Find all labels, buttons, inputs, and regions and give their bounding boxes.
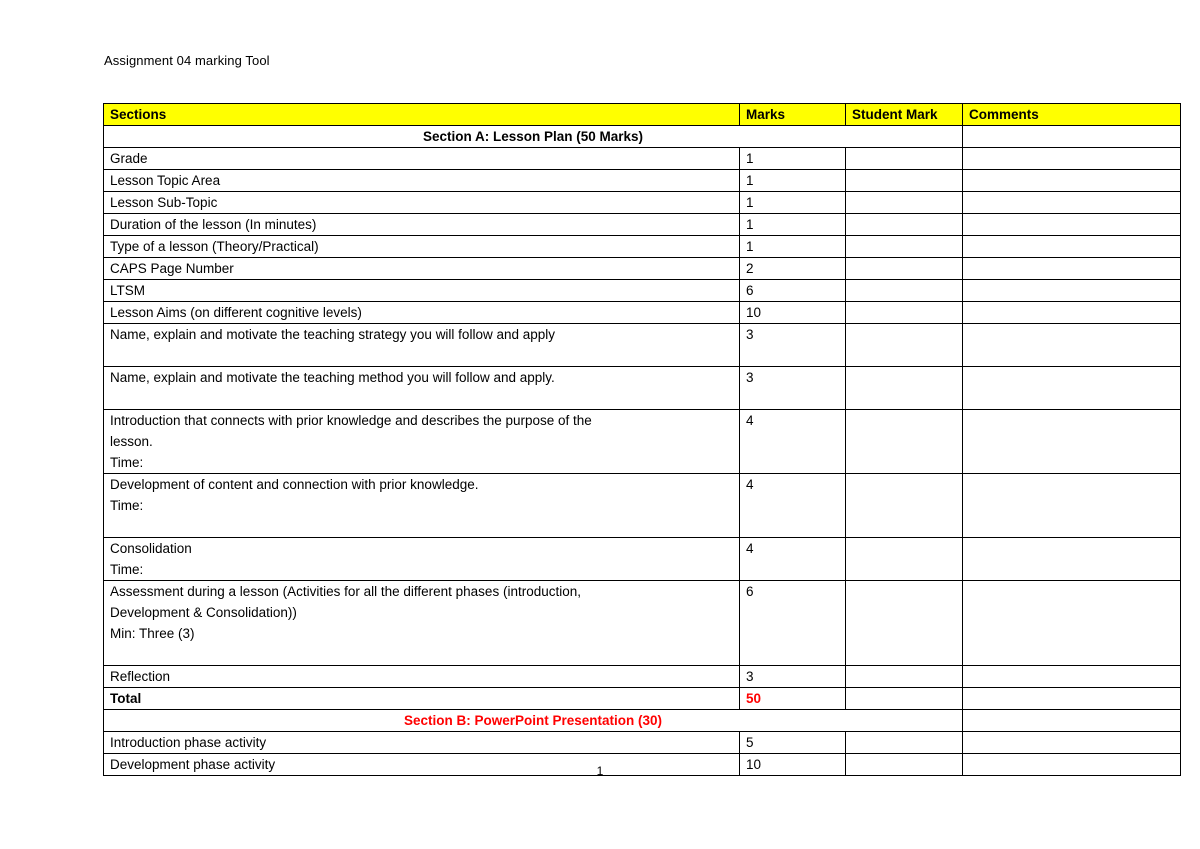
section-item-cell — [104, 214, 740, 236]
total-row — [104, 688, 1181, 710]
comments-cell[interactable] — [963, 538, 1181, 581]
comments-cell — [963, 710, 1181, 732]
section-item-text — [110, 516, 733, 537]
table-row — [104, 236, 1181, 258]
section-item-text: lesson. — [110, 434, 153, 449]
section-item-cell — [104, 581, 740, 666]
comments-cell[interactable] — [963, 474, 1181, 538]
table-row — [104, 170, 1181, 192]
table-row — [104, 192, 1181, 214]
student-mark-cell[interactable] — [846, 302, 963, 324]
section-item-text: Min: Three (3) — [110, 626, 195, 641]
comments-cell[interactable] — [963, 324, 1181, 367]
marks-cell: 3 — [740, 367, 846, 410]
section-a-title: Section A: Lesson Plan (50 Marks) — [104, 126, 963, 148]
student-mark-cell[interactable] — [846, 258, 963, 280]
marks-cell: 4 — [740, 410, 846, 474]
comments-cell[interactable] — [963, 367, 1181, 410]
marks-cell: 5 — [740, 732, 846, 754]
marks-cell: 10 — [740, 754, 846, 776]
section-item-text: Time: — [110, 498, 144, 513]
section-item-cell — [104, 148, 740, 170]
table-header-row — [104, 104, 1181, 126]
comments-cell[interactable] — [963, 280, 1181, 302]
comments-cell[interactable] — [963, 236, 1181, 258]
comments-cell[interactable] — [963, 192, 1181, 214]
section-item-cell — [104, 538, 740, 581]
comments-cell[interactable] — [963, 170, 1181, 192]
student-mark-cell[interactable] — [846, 732, 963, 754]
document-header: Assignment 04 marking Tool — [104, 53, 270, 68]
section-b-title: Section B: PowerPoint Presentation (30) — [104, 710, 963, 732]
table-row — [104, 280, 1181, 302]
marks-cell: 10 — [740, 302, 846, 324]
table-row — [104, 410, 1181, 474]
section-item-text: Introduction phase activity — [110, 735, 267, 750]
student-mark-cell[interactable] — [846, 324, 963, 367]
table-row — [104, 258, 1181, 280]
comments-cell[interactable] — [963, 688, 1181, 710]
section-item-text: Grade — [110, 151, 148, 166]
marks-cell: 1 — [740, 148, 846, 170]
comments-cell[interactable] — [963, 214, 1181, 236]
section-item-cell — [104, 324, 740, 367]
table-row — [104, 324, 1181, 367]
student-mark-cell[interactable] — [846, 280, 963, 302]
marks-cell: 6 — [740, 280, 846, 302]
section-item-cell — [104, 732, 740, 754]
student-mark-cell[interactable] — [846, 148, 963, 170]
section-item-text: Reflection — [110, 669, 171, 684]
student-mark-cell[interactable] — [846, 170, 963, 192]
section-item-text: Introduction that connects with prior knowledge and describes the purpose of the — [110, 413, 592, 428]
header-student-mark: Student Mark — [846, 104, 963, 126]
student-mark-cell[interactable] — [846, 214, 963, 236]
marks-cell: 2 — [740, 258, 846, 280]
section-item-cell — [104, 302, 740, 324]
section-item-text: Assessment during a lesson (Activities for all the different phases (introduction, — [110, 584, 581, 599]
section-item-cell — [104, 258, 740, 280]
comments-cell[interactable] — [963, 148, 1181, 170]
section-item-cell — [104, 474, 740, 538]
section-item-text — [110, 644, 733, 665]
table-row — [104, 732, 1181, 754]
total-marks: 50 — [740, 688, 846, 710]
table-row — [104, 214, 1181, 236]
header-marks: Marks — [740, 104, 846, 126]
marking-table — [103, 103, 1181, 776]
section-item-cell — [104, 367, 740, 410]
marks-cell: 3 — [740, 666, 846, 688]
student-mark-cell[interactable] — [846, 688, 963, 710]
header-sections: Sections — [104, 104, 740, 126]
table-row — [104, 474, 1181, 538]
section-a-row — [104, 126, 1181, 148]
section-item-text: Consolidation — [110, 541, 192, 556]
student-mark-cell[interactable] — [846, 474, 963, 538]
section-item-text: Name, explain and motivate the teaching method you will follow and apply. — [110, 370, 555, 385]
table-row — [104, 538, 1181, 581]
section-item-text: LTSM — [110, 283, 146, 298]
section-b-row — [104, 710, 1181, 732]
comments-cell[interactable] — [963, 410, 1181, 474]
section-item-text: Duration of the lesson (In minutes) — [110, 217, 317, 232]
student-mark-cell[interactable] — [846, 666, 963, 688]
section-item-text — [110, 345, 733, 366]
student-mark-cell[interactable] — [846, 581, 963, 666]
table-row — [104, 581, 1181, 666]
section-item-text: Time: — [110, 455, 144, 470]
section-item-text: Lesson Aims (on different cognitive levels) — [110, 305, 362, 320]
comments-cell — [963, 126, 1181, 148]
section-item-cell — [104, 410, 740, 474]
section-item-text: Development & Consolidation)) — [110, 605, 297, 620]
table-row — [104, 666, 1181, 688]
comments-cell[interactable] — [963, 732, 1181, 754]
total-label: Total — [104, 688, 740, 710]
table-row — [104, 302, 1181, 324]
section-item-cell — [104, 236, 740, 258]
marks-cell: 3 — [740, 324, 846, 367]
section-item-text: Development of content and connection with prior knowledge. — [110, 477, 479, 492]
marks-cell: 1 — [740, 170, 846, 192]
table-row — [104, 148, 1181, 170]
comments-cell[interactable] — [963, 581, 1181, 666]
comments-cell[interactable] — [963, 666, 1181, 688]
section-item-text: Type of a lesson (Theory/Practical) — [110, 239, 319, 254]
page-number: 1 — [596, 764, 604, 778]
student-mark-cell[interactable] — [846, 192, 963, 214]
marks-cell: 4 — [740, 538, 846, 581]
section-item-text: Name, explain and motivate the teaching strategy you will follow and apply — [110, 327, 555, 342]
student-mark-cell[interactable] — [846, 410, 963, 474]
marks-cell: 1 — [740, 192, 846, 214]
section-item-text: Time: — [110, 562, 144, 577]
student-mark-cell[interactable] — [846, 367, 963, 410]
section-item-cell — [104, 192, 740, 214]
section-item-cell — [104, 280, 740, 302]
section-item-text: Lesson Sub-Topic — [110, 195, 218, 210]
section-item-text: CAPS Page Number — [110, 261, 234, 276]
header-comments: Comments — [963, 104, 1181, 126]
section-item-text: Development phase activity — [110, 757, 276, 772]
marks-cell: 1 — [740, 236, 846, 258]
section-item-text: Lesson Topic Area — [110, 173, 221, 188]
section-item-cell — [104, 170, 740, 192]
student-mark-cell[interactable] — [846, 538, 963, 581]
comments-cell[interactable] — [963, 258, 1181, 280]
marks-cell: 6 — [740, 581, 846, 666]
section-item-cell — [104, 666, 740, 688]
marks-cell: 4 — [740, 474, 846, 538]
marks-cell: 1 — [740, 214, 846, 236]
section-item-text — [110, 388, 733, 409]
student-mark-cell[interactable] — [846, 236, 963, 258]
comments-cell[interactable] — [963, 302, 1181, 324]
table-row — [104, 367, 1181, 410]
